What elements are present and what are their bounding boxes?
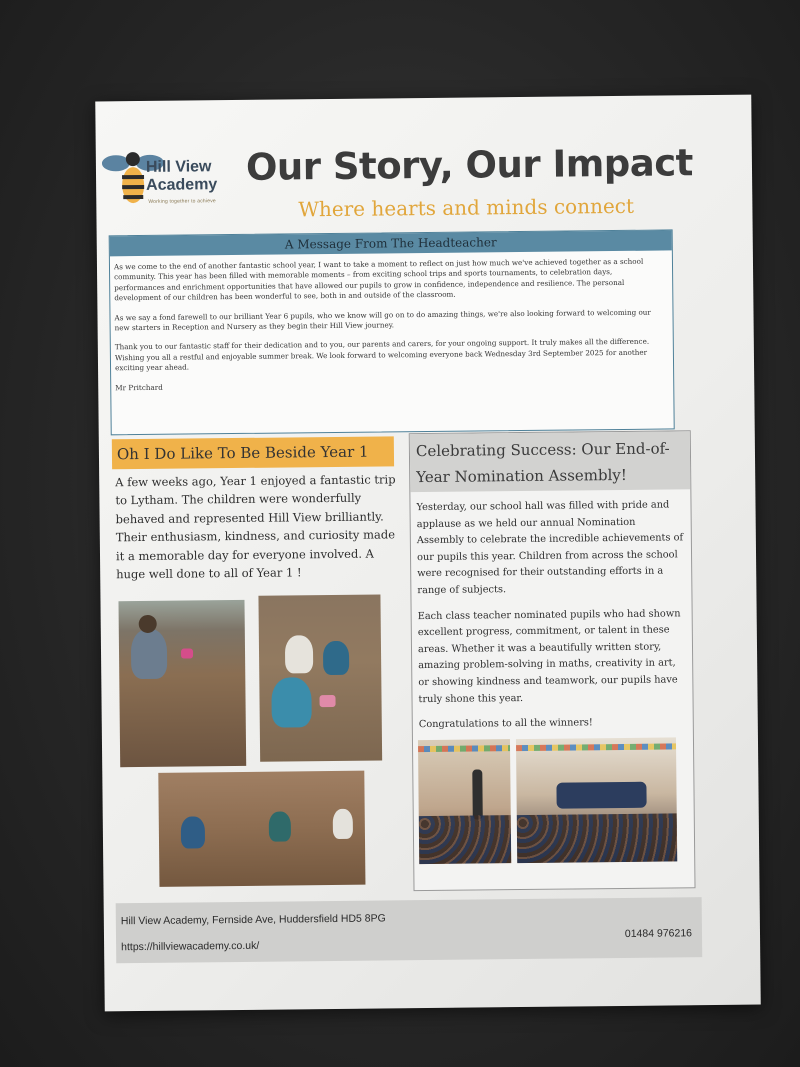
audience xyxy=(517,813,677,863)
beach-photo-3 xyxy=(158,771,365,887)
assembly-heading: Celebrating Success: Our End-of-Year Nomination Assembly! xyxy=(410,431,691,492)
assembly-paragraph: Each class teacher nominated pupils who had shown excellent progress, commitment, or talent in these areas. Whether it was a beautifully written story, amazing problem-solving in maths, creativity in art, or showing kindness and teamwork, our pupils have truly shone this year. xyxy=(417,607,681,705)
message-paragraph: Thank you to our fantastic staff for their dedication and to you, our parents and carers, for your ongoing support. It truly makes all the difference. Wishing you all a restful and enjoyable summer break. We look forward to welcoming everyone back Wednesday 3rd September 2025 for another exciting year ahead. xyxy=(114,337,650,373)
beach-photo-2 xyxy=(258,595,382,762)
footer-phone: 01484 976216 xyxy=(624,927,693,940)
newsletter-footer xyxy=(116,897,703,963)
footer-website-link[interactable]: https://hillviewacademy.co.uk/ xyxy=(121,939,260,954)
logo-name-line1: Hill View xyxy=(145,158,212,176)
message-paragraph: As we come to the end of another fantastic school year, I want to take a moment to reflect on just how much we've achieved together as a school community. This year has been filled with memorable moments – from exciting school trips and sports tournaments, to celebration days, performances and enrichment opportunities that have allowed our pupils to grow in confidence, independence and resilience. The personal development of our children has been wonderful to see, both in and outside of the classroom. xyxy=(113,256,644,303)
audience xyxy=(419,815,511,864)
bunting-decoration xyxy=(516,743,676,751)
assembly-paragraph: Yesterday, our school hall was filled with pride and applause as we held our annual Nomination Assembly to celebrate the incredible achievements of our pupils this year. Children from across the school were recognised for their outstanding efforts in a range of subjects. xyxy=(416,499,684,597)
assembly-photo-1 xyxy=(418,739,511,864)
newsletter-page xyxy=(95,95,760,1012)
headteacher-message xyxy=(109,229,675,435)
message-body xyxy=(110,250,673,393)
assembly-paragraph: Congratulations to all the winners! xyxy=(418,717,593,731)
message-heading: A Message From The Headteacher xyxy=(110,230,672,256)
logo-tagline: Working together to achieve xyxy=(148,198,216,205)
logo-wordmark xyxy=(146,158,218,195)
bunting-decoration xyxy=(418,745,510,752)
footer-address: Hill View Academy, Fernside Ave, Huddersfield HD5 8PG xyxy=(120,912,386,928)
year1-body: A few weeks ago, Year 1 enjoyed a fantastic trip to Lytham. The children were wonderfully behaved and represented Hill View brilliantly. Their enthusiasm, kindness, and curiosity made it a memorable day for everyone involved. A huge well done to all of Year 1 ! xyxy=(115,472,396,582)
newsletter-tagline: Where hearts and minds connect xyxy=(298,193,635,222)
assembly-photo-2 xyxy=(516,737,677,863)
logo-name-line2: Academy xyxy=(146,176,218,194)
newsletter-title: Our Story, Our Impact xyxy=(245,141,694,189)
assembly-body xyxy=(410,489,693,734)
year1-heading: Oh I Do Like To Be Beside Year 1 xyxy=(112,436,394,469)
message-paragraph: As we say a fond farewell to our brilliant Year 6 pupils, who we know will go on to do amazing things, we're also looking forward to welcoming our new starters in Reception and Nursery as they begin their Hill View journey. xyxy=(114,307,651,333)
beach-photo-1 xyxy=(118,600,246,767)
message-signature: Mr Pritchard xyxy=(115,382,163,392)
